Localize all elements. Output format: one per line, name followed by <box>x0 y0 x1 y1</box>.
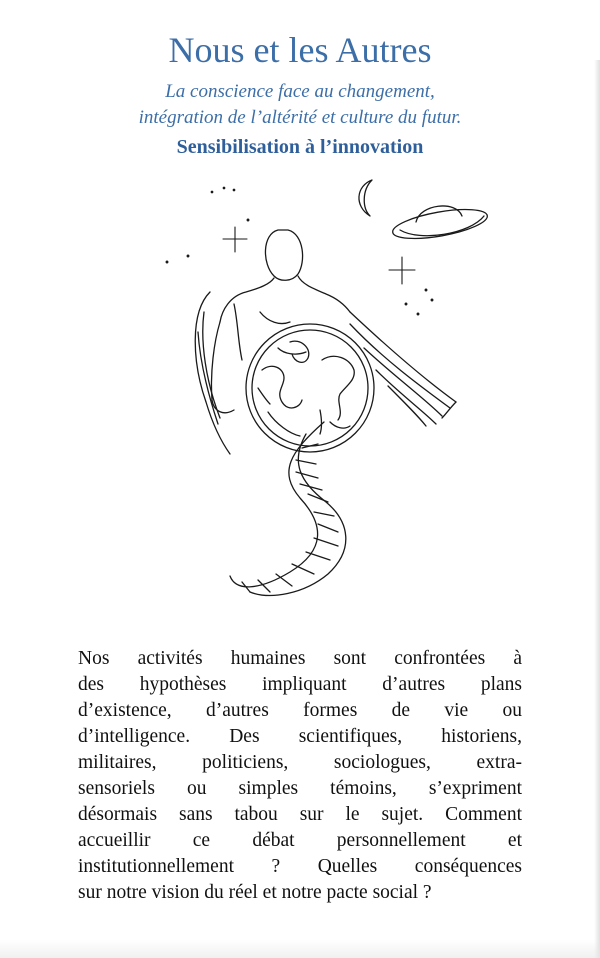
crescent-moon-icon <box>359 180 372 216</box>
paragraph-line: désormais sans tabou sur le sujet. Comment <box>78 804 522 825</box>
description-paragraph <box>78 646 522 906</box>
paragraph-line: sur notre vision du réel et notre pacte social ? <box>78 882 432 903</box>
paragraph-line: institutionnellement ? Quelles conséquences <box>78 856 522 877</box>
page-edge-shadow <box>594 60 600 958</box>
globe-icon <box>246 324 374 452</box>
paragraph-line: sensoriels ou simples témoins, s’expriment <box>78 778 522 799</box>
subtitle-line-1: La conscience face au changement, <box>165 81 435 102</box>
page-bottom-fade <box>0 940 600 958</box>
wing-icon <box>195 292 456 454</box>
human-figure-icon <box>211 230 350 413</box>
page-title: Nous et les Autres <box>168 30 432 70</box>
paragraph-line: Nos activités humaines sont confrontées à <box>78 648 522 669</box>
subtitle-line-2: intégration de l’altérité et culture du futur. <box>138 107 462 128</box>
paragraph-line: d’intelligence. Des scientifiques, historiens, <box>78 726 522 747</box>
paragraph-line: des hypothèses impliquant d’autres plans <box>78 674 522 695</box>
winged-figure-globe-dna-illustration <box>150 172 490 612</box>
paragraph-line: d’existence, d’autres formes de vie ou <box>78 700 522 721</box>
flying-saucer-icon <box>391 204 490 244</box>
paragraph-line: militaires, politiciens, sociologues, extra- <box>78 752 522 773</box>
paragraph-line: accueillir ce débat personnellement et <box>78 830 522 851</box>
dna-helix-icon <box>230 410 346 595</box>
tagline: Sensibilisation à l’innovation <box>176 136 424 158</box>
